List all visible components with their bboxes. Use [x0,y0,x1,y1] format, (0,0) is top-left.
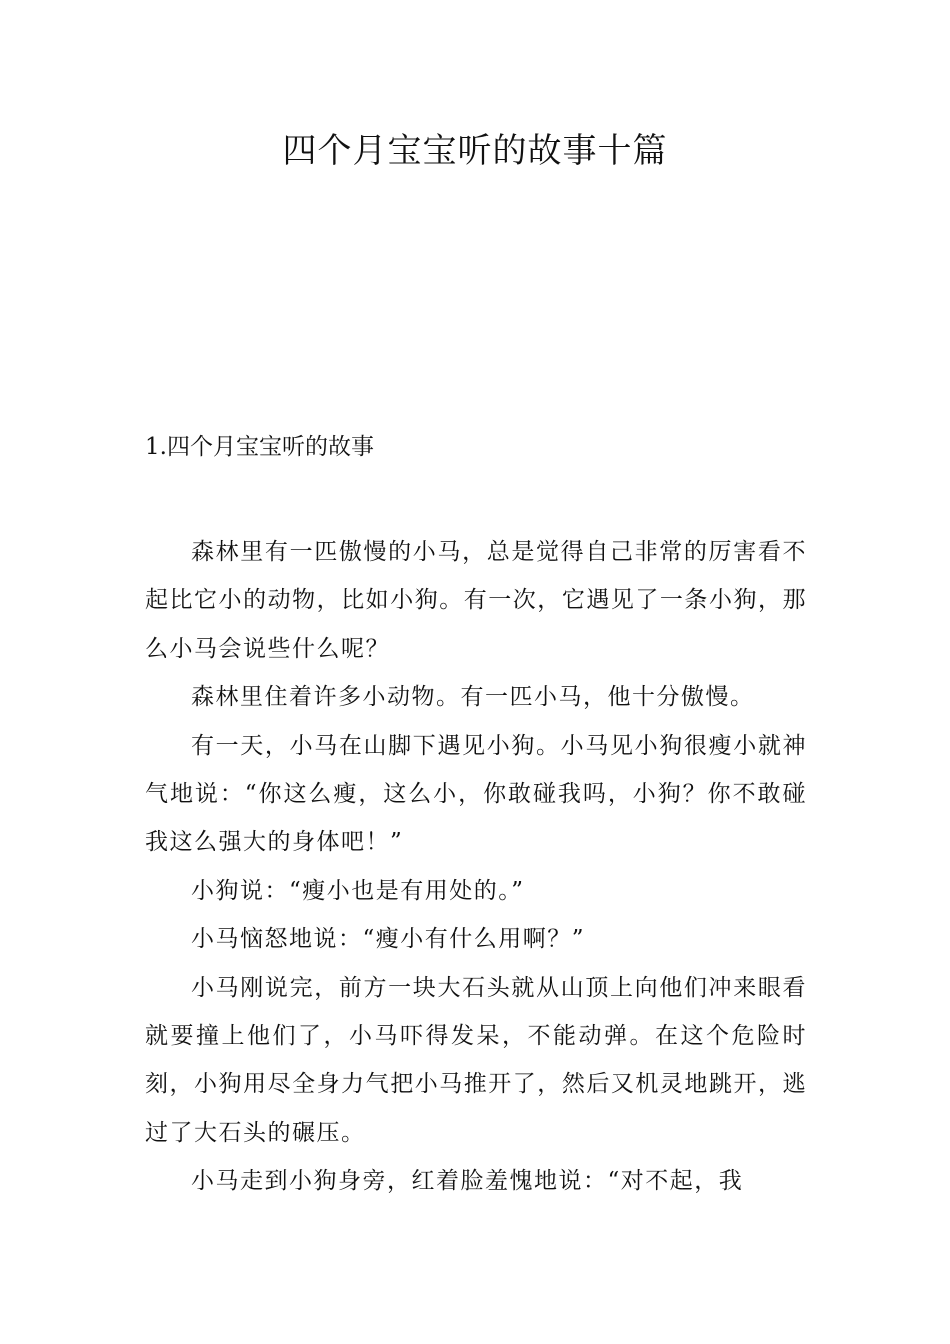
document-title: 四个月宝宝听的故事十篇 [282,131,668,171]
paragraph: 森林里住着许多小动物。有一匹小马，他十分傲慢。 [191,684,755,711]
paragraph: 小狗说：“瘦小也是有用处的。” [191,877,525,904]
paragraph: 小马走到小狗身旁，红着脸羞愧地说：“对不起，我 [191,1168,744,1195]
section-heading: 1.四个月宝宝听的故事 [145,434,374,460]
paragraph: 小马恼怒地说：“瘦小有什么用啊？” [191,926,586,953]
story-body [145,528,807,1206]
paragraph: 小马刚说完，前方一块大石头就从山顶上向他们冲来眼看就要撞上他们了，小马吓得发呆，不能动弹。在这个危险时刻，小狗用尽全身力气把小马推开了，然后又机灵地跳开，逃过了大石头的碾压。 [145,974,807,1146]
paragraph: 有一天，小马在山脚下遇见小狗。小马见小狗很瘦小就神气地说：“你这么瘦，这么小，你敢碰我吗，小狗？你不敢碰我这么强大的身体吧！” [145,732,807,856]
paragraph: 森林里有一匹傲慢的小马，总是觉得自己非常的厉害看不起比它小的动物，比如小狗。有一次，它遇见了一条小狗，那么小马会说些什么呢？ [145,539,807,662]
